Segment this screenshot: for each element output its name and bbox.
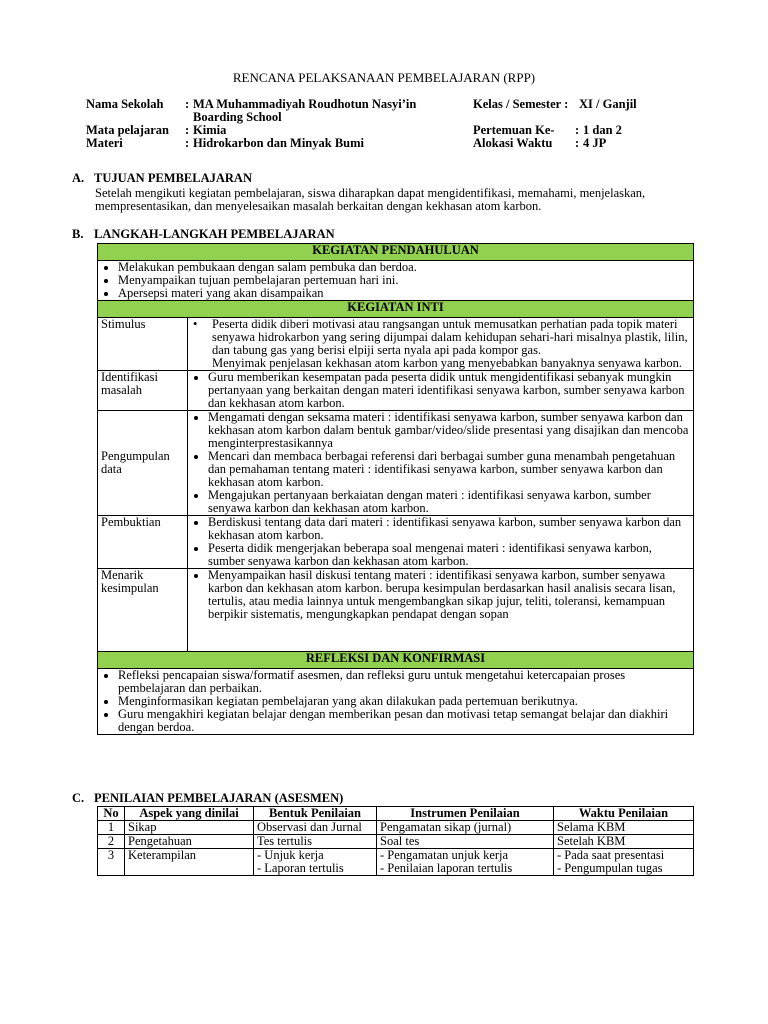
table-cell: Pengetahuan bbox=[125, 835, 254, 849]
stimulus-text-1: Peserta didik diberi motivasi atau rangsangan untuk memusatkan perhatian pada topik materi senyawa hidrokarbon yang sering dijumpai dalam kehidupan sehari-hari misalnya plastik, lilin, dan tabung gas yang berisi elpiji serta nyala api pada kompor gas. bbox=[212, 317, 688, 357]
school-value-line-2: Boarding School bbox=[193, 110, 282, 124]
material-label: Materi bbox=[86, 136, 123, 150]
table-cell: Observasi dan Jurnal bbox=[254, 821, 377, 835]
section-b-heading bbox=[72, 228, 335, 241]
colon: : bbox=[185, 123, 190, 137]
table-row bbox=[98, 821, 694, 835]
time-allocation-value: 4 JP bbox=[583, 136, 607, 150]
reflection-cell bbox=[98, 669, 694, 735]
cell-line: - Unjuk kerja bbox=[257, 848, 324, 862]
assessment-table bbox=[97, 806, 694, 876]
verification-cell bbox=[188, 516, 694, 569]
list-item: • Mencari dan membaca berbagai referensi dari berbagai sumber guna menambah pengetahuan dan pemahaman tentang materi : identifikasi senyawa karbon, sumber senyawa karbon dan kekhasan atom karbon. bbox=[208, 450, 691, 489]
cell-line: - Penilaian laporan tertulis bbox=[380, 861, 513, 875]
table-header-row bbox=[98, 807, 694, 821]
list-item: • Menyampaikan tujuan pembelajaran pertemuan hari ini. bbox=[118, 274, 691, 287]
table-cell: Keterampilan bbox=[125, 849, 254, 876]
core-activity-header: KEGIATAN INTI bbox=[98, 301, 694, 318]
table-row bbox=[98, 849, 694, 876]
list-item: • Refleksi pencapaian siswa/formatif asesmen, dan refleksi guru untuk mengetahui ketercapaian proses pembelajaran dan perbaikan. bbox=[118, 669, 691, 695]
school-label: Nama Sekolah bbox=[86, 97, 164, 111]
opening-activity-cell bbox=[98, 261, 694, 301]
table-cell: Setelah KBM bbox=[554, 835, 694, 849]
data-collection-label: Pengumpulan data bbox=[98, 411, 188, 516]
table-cell: Soal tes bbox=[377, 835, 554, 849]
table-cell: 3 bbox=[98, 849, 125, 876]
list-item: • Mengajukan pertanyaan berkaiatan dengan materi : identifikasi senyawa karbon, sumber senyawa karbon dan kekhasan atom karbon. bbox=[208, 489, 691, 515]
school-value-line-1: MA Muhammadiyah Roudhotun Nasyi’in bbox=[193, 97, 417, 111]
list-item: • Mengamati dengan seksama materi : identifikasi senyawa karbon, sumber senyawa karbon dan kekhasan atom karbon dalam bentuk gambar/video/slide presentasi yang disajikan dan mencoba menginterprestasikannya bbox=[208, 411, 691, 450]
column-header: Bentuk Penilaian bbox=[254, 807, 377, 821]
section-number: B. bbox=[72, 227, 84, 241]
stimulus-cell bbox=[188, 318, 694, 371]
list-item: • Menginformasikan kegiatan pembelajaran yang akan dilakukan pada pertemuan berikutnya. bbox=[118, 695, 691, 708]
colon: : bbox=[575, 123, 580, 137]
list-item: • Berdiskusi tentang data dari materi : identifikasi senyawa karbon, sumber senyawa karbon dan kekhasan atom karbon. bbox=[208, 516, 691, 542]
data-collection-cell bbox=[188, 411, 694, 516]
section-a-heading bbox=[72, 172, 252, 185]
list-item: • Melakukan pembukaan dengan salam pembuka dan berdoa. bbox=[118, 261, 691, 274]
meeting-label: Pertemuan Ke- bbox=[473, 123, 555, 137]
cell-line: - Pada saat presentasi bbox=[557, 848, 665, 862]
cell-line: - Pengamatan unjuk kerja bbox=[380, 848, 509, 862]
verification-label: Pembuktian bbox=[98, 516, 188, 569]
conclusion-label: Menarik kesimpulan bbox=[98, 569, 188, 652]
table-cell bbox=[254, 849, 377, 876]
list-item: • Apersepsi materi yang akan disampaikan bbox=[118, 287, 691, 300]
table-cell bbox=[554, 849, 694, 876]
table-cell: Sikap bbox=[125, 821, 254, 835]
stimulus-text-2: Menyimak penjelasan kekhasan atom karbon yang menyebabkan banyaknya senyawa karbon. bbox=[212, 356, 682, 370]
conclusion-cell bbox=[188, 569, 694, 652]
header-row-school bbox=[86, 98, 686, 124]
cell-line: - Pengumpulan tugas bbox=[557, 861, 663, 875]
table-cell: Tes tertulis bbox=[254, 835, 377, 849]
learning-objective-text: Setelah mengikuti kegiatan pembelajaran, siswa diharapkan dapat mengidentifikasi, memahami, menjelaskan, mempresentasikan, dan menyelesaikan masalah berkaitan dengan kekhasan atom karbon. bbox=[95, 186, 646, 213]
colon: : bbox=[185, 97, 190, 111]
column-header: Aspek yang dinilai bbox=[125, 807, 254, 821]
opening-activity-header: KEGIATAN PENDAHULUAN bbox=[98, 244, 694, 261]
material-value: Hidrokarbon dan Minyak Bumi bbox=[193, 136, 365, 150]
meeting-value: 1 dan 2 bbox=[583, 123, 622, 137]
list-item: • Guru memberikan kesempatan pada peserta didik untuk mengidentifikasi sebanyak mungkin pertanyaan yang berkaitan dengan materi identifikasi senyawa karbon, sumber senyawa karbon dan kekhasan atom karbon. bbox=[208, 371, 691, 410]
reflection-header: REFLEKSI DAN KONFIRMASI bbox=[98, 652, 694, 669]
section-title: LANGKAH-LANGKAH PEMBELAJARAN bbox=[94, 227, 335, 241]
table-cell: Selama KBM bbox=[554, 821, 694, 835]
class-value: XI / Ganjil bbox=[579, 97, 637, 111]
table-cell bbox=[377, 849, 554, 876]
list-item: • Guru mengakhiri kegiatan belajar dengan memberikan pesan dan motivasi tetap semangat belajar dan diakhiri dengan berdoa. bbox=[118, 708, 691, 734]
table-cell: 1 bbox=[98, 821, 125, 835]
class-label: Kelas / Semester : bbox=[473, 97, 569, 111]
table-row bbox=[98, 835, 694, 849]
section-number: C. bbox=[72, 791, 85, 805]
list-item: • Menyampaikan hasil diskusi tentang materi : identifikasi senyawa karbon, sumber senyawa karbon dan kekhasan atom karbon. berupa kesimpulan berdasarkan hasil analisis secara lisan, tertulis, atau media lainnya untuk mengembangkan sikap jujur, teliti, toleransi, kemampuan berpikir sistematis, mengungkapkan pendapat dengan sopan bbox=[208, 569, 691, 621]
opening-activity-list bbox=[100, 261, 691, 300]
subject-value: Kimia bbox=[193, 123, 227, 137]
time-allocation-label: Alokasi Waktu bbox=[473, 136, 553, 150]
section-title: TUJUAN PEMBELAJARAN bbox=[94, 171, 252, 185]
header-row-material bbox=[86, 137, 686, 150]
section-title: PENILAIAN PEMBELAJARAN (ASESMEN) bbox=[94, 791, 344, 805]
colon: : bbox=[185, 136, 190, 150]
problem-identification-label: Identifikasi masalah bbox=[98, 371, 188, 411]
section-number: A. bbox=[72, 171, 85, 185]
bullet-icon: • bbox=[193, 317, 198, 331]
section-c-heading bbox=[72, 792, 343, 805]
learning-steps-table bbox=[97, 243, 694, 735]
document-title: RENCANA PELAKSANAAN PEMBELAJARAN (RPP) bbox=[232, 70, 536, 85]
table-cell: 2 bbox=[98, 835, 125, 849]
column-header: No bbox=[98, 807, 125, 821]
list-item: • Peserta didik mengerjakan beberapa soal mengenai materi : identifikasi senyawa karbon, sumber senyawa karbon dan kekhasan atom karbon. bbox=[208, 542, 691, 568]
stimulus-label: Stimulus bbox=[98, 318, 188, 371]
colon: : bbox=[575, 136, 580, 150]
identity-header bbox=[86, 98, 686, 150]
column-header: Instrumen Penilaian bbox=[377, 807, 554, 821]
column-header: Waktu Penilaian bbox=[554, 807, 694, 821]
cell-line: - Laporan tertulis bbox=[257, 861, 344, 875]
subject-label: Mata pelajaran bbox=[86, 123, 169, 137]
problem-identification-cell bbox=[188, 371, 694, 411]
table-cell: Pengamatan sikap (jurnal) bbox=[377, 821, 554, 835]
